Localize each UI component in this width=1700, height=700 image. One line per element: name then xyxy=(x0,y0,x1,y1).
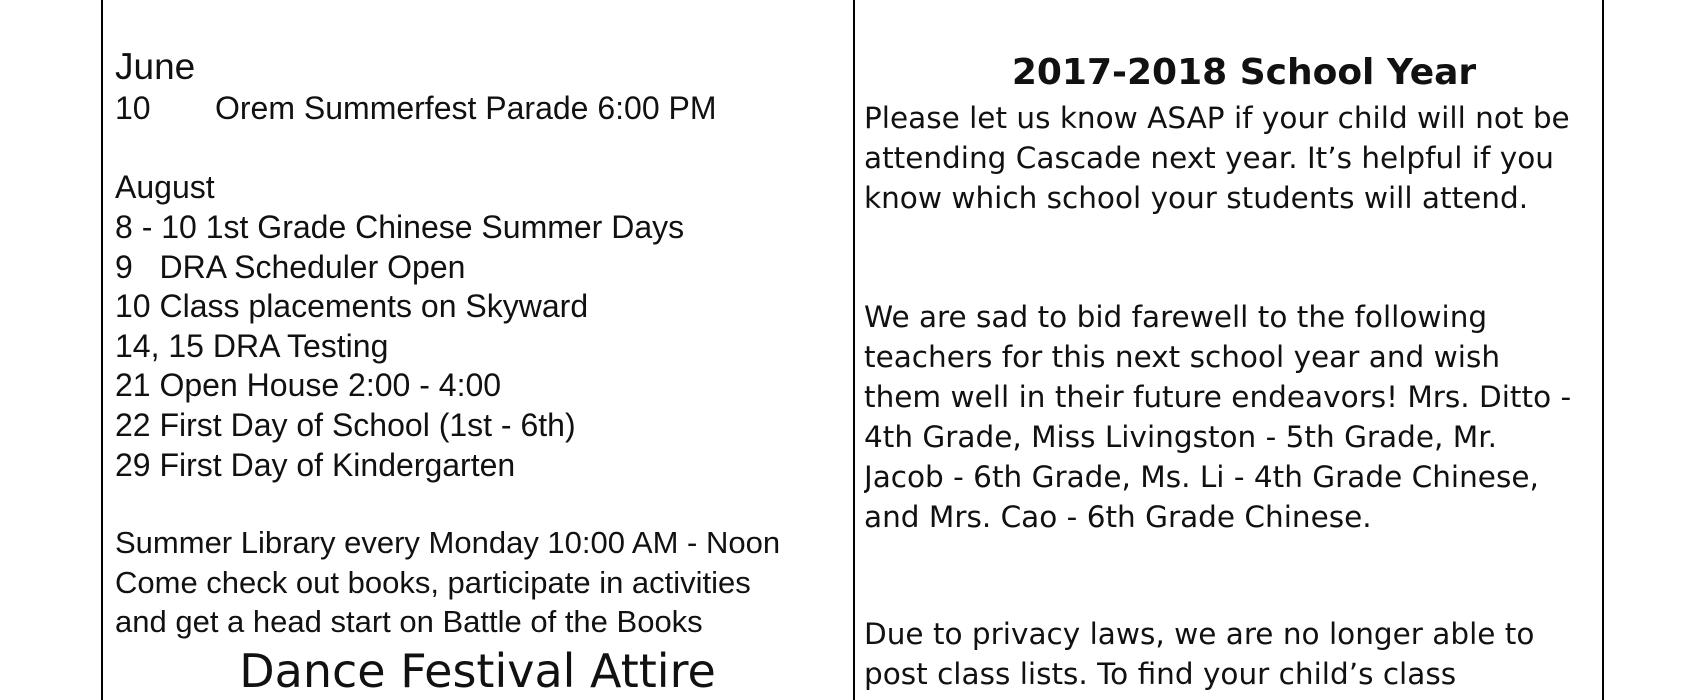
event-item: 21 Open House 2:00 - 4:00 xyxy=(115,367,502,403)
calendar-column xyxy=(115,0,840,700)
event-june-10 xyxy=(115,92,717,124)
library-line: Summer Library every Monday 10:00 AM - Noon xyxy=(115,525,781,560)
event-item: 9 DRA Scheduler Open xyxy=(115,249,466,285)
event-item: 10 Class placements on Skyward xyxy=(115,288,589,324)
month-heading-august: August xyxy=(115,169,215,205)
school-year-heading: 2017-2018 School Year xyxy=(1011,52,1477,93)
left-border-line xyxy=(101,0,103,700)
dance-festival-heading: Dance Festival Attire xyxy=(239,644,716,698)
farewell-paragraph: We are sad to bid farewell to the following teachers for this next school year and wish them well in their future endeavors! Mrs. Ditto - 4th Grade, Miss Livingston - 5th Grade, Mr. Jacob - 6th Grade, Ms. Li - 4th Grade Chinese, and Mrs. Cao - 6th Grade Chinese. xyxy=(864,300,1572,534)
privacy-paragraph: Due to privacy laws, we are no longer able to post class lists. To find your child’s class xyxy=(864,617,1535,691)
event-item: 8 - 10 1st Grade Chinese Summer Days xyxy=(115,209,685,245)
school-year-column xyxy=(864,0,1624,700)
month-heading-june: June xyxy=(115,46,196,87)
event-item: 14, 15 DRA Testing xyxy=(115,328,389,364)
event-text: Orem Summerfest Parade 6:00 PM xyxy=(215,90,717,126)
library-line: and get a head start on Battle of the Books xyxy=(115,604,703,639)
attendance-paragraph: Please let us know ASAP if your child will not be attending Cascade next year. It’s helpful if you know which school your students will attend. xyxy=(864,101,1570,215)
column-divider-line xyxy=(853,0,855,700)
event-day: 10 xyxy=(115,90,151,126)
library-line: Come check out books, participate in activities xyxy=(115,565,751,600)
event-item: 29 First Day of Kindergarten xyxy=(115,447,516,483)
event-item: 22 First Day of School (1st - 6th) xyxy=(115,407,576,443)
